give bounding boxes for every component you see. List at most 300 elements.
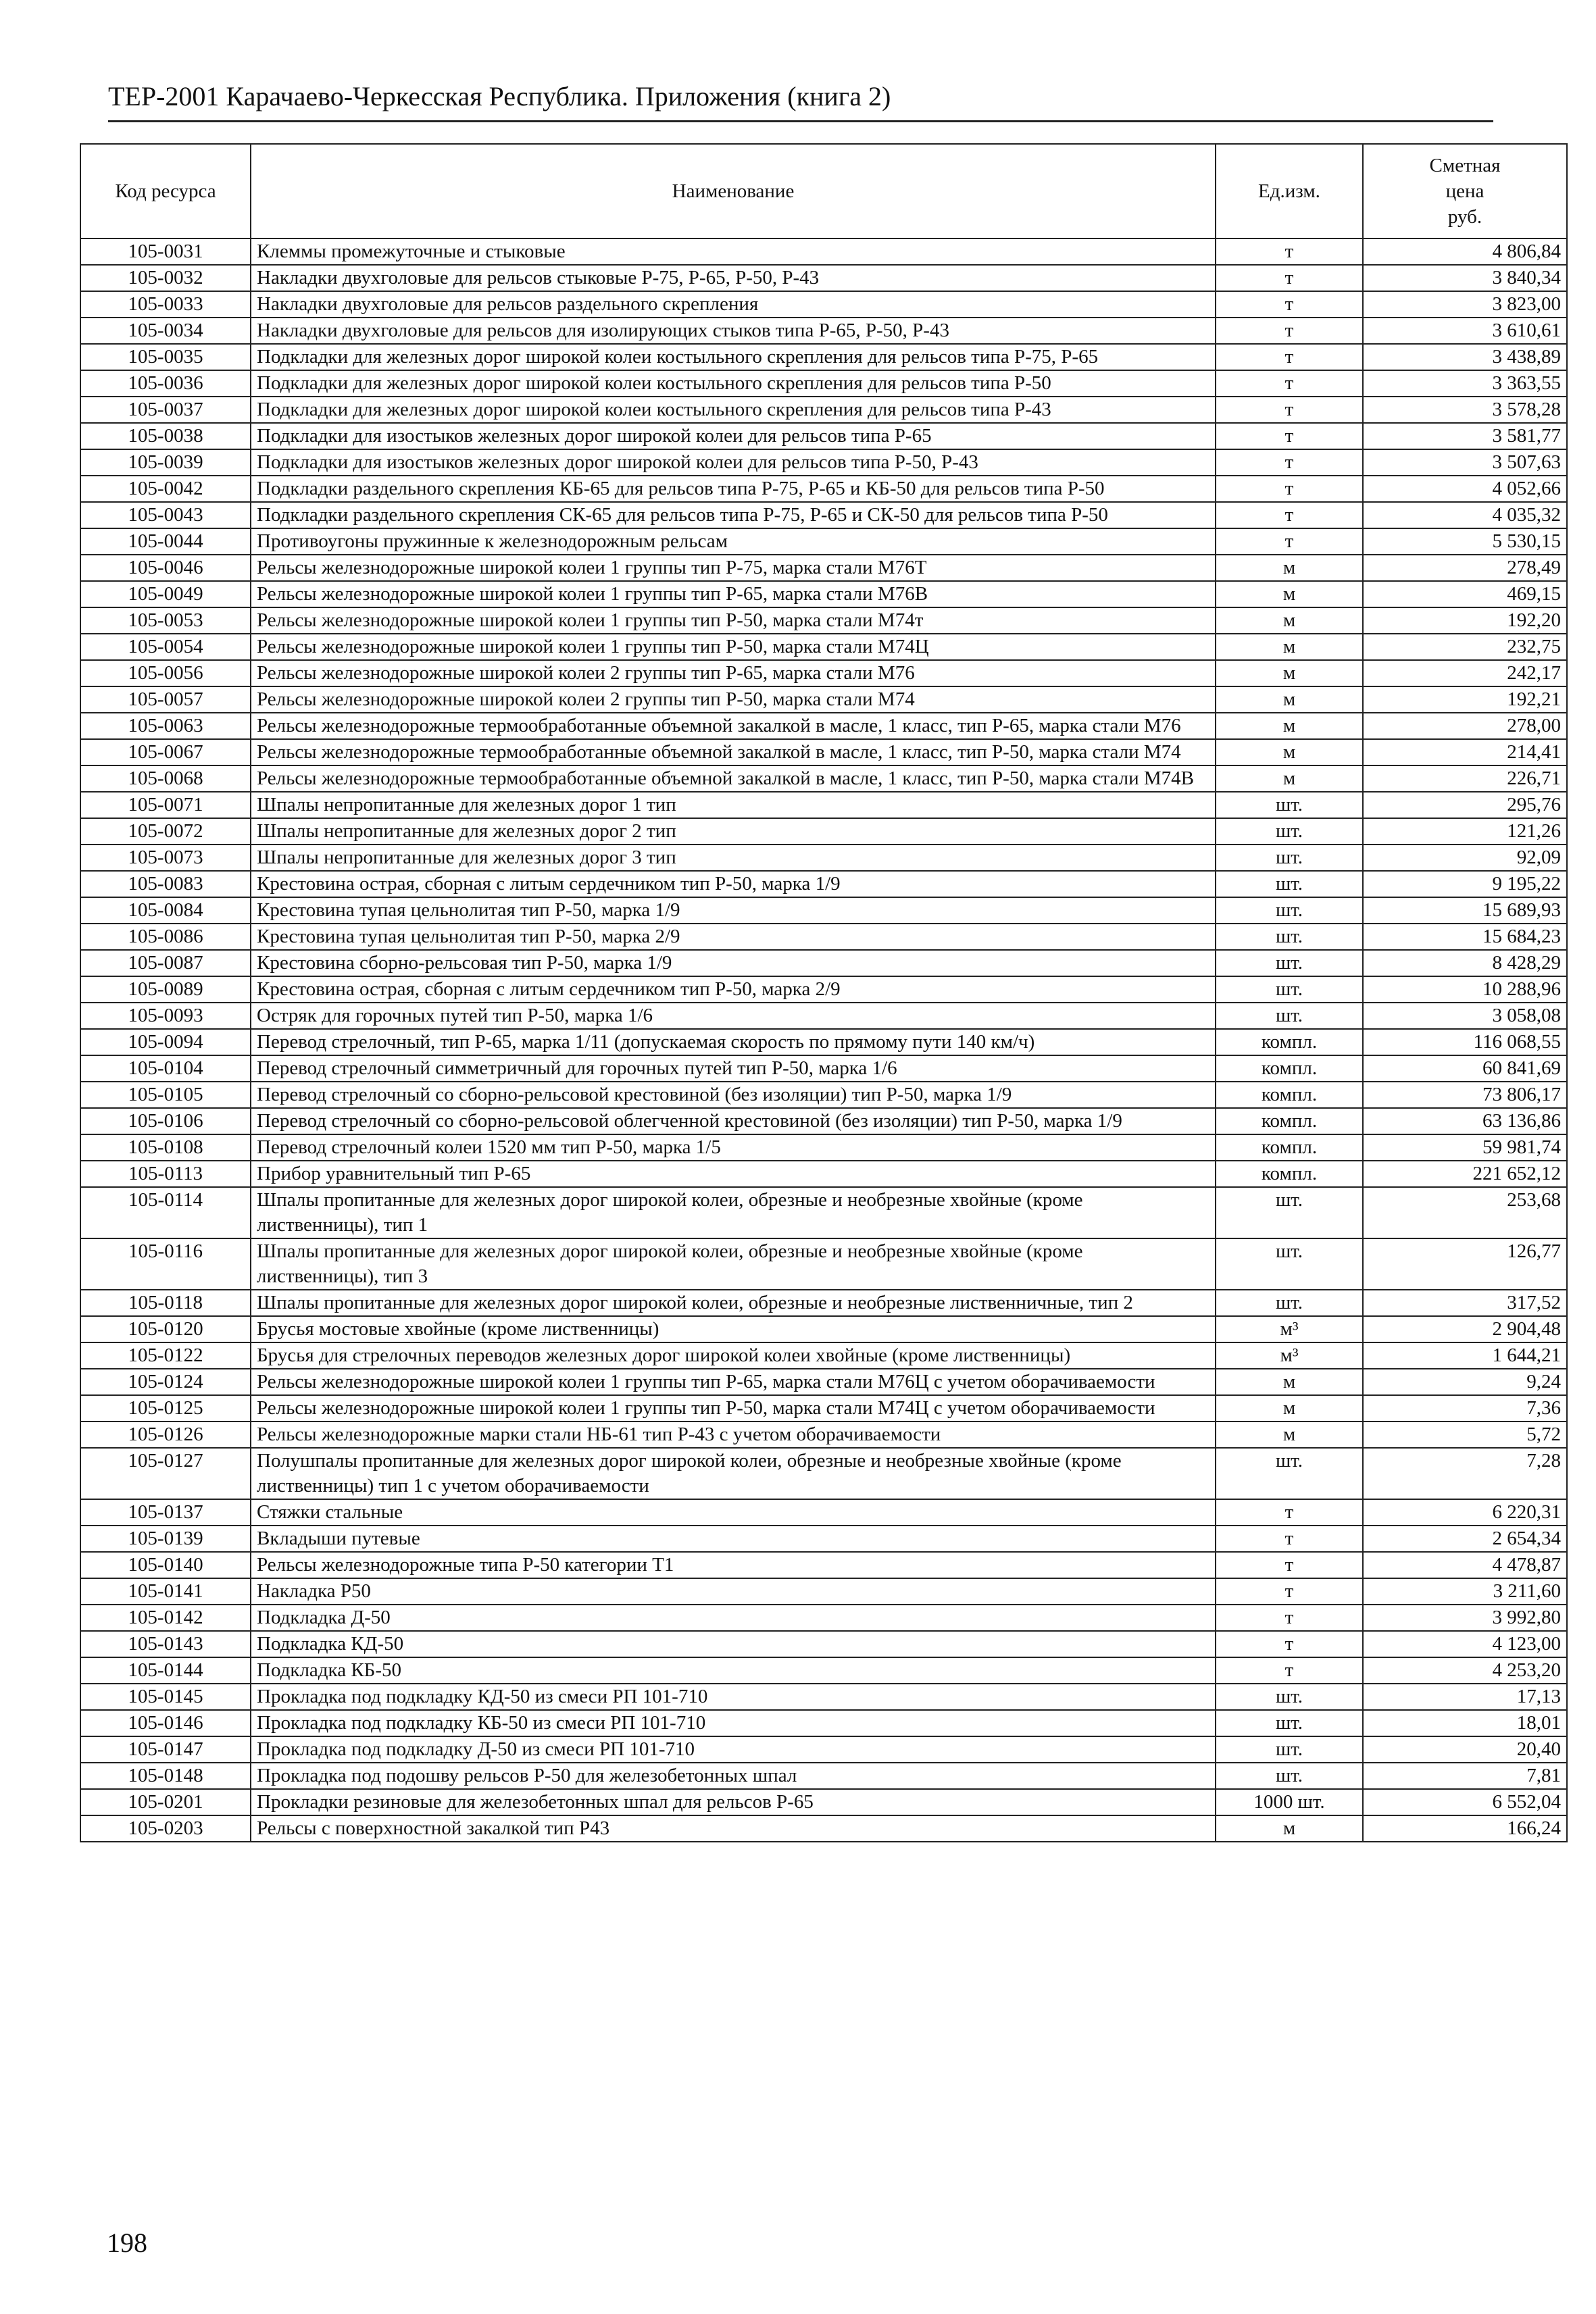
cell-unit: т <box>1216 1657 1363 1684</box>
cell-code: 105-0120 <box>80 1316 251 1342</box>
cell-code: 105-0031 <box>80 238 251 265</box>
cell-unit: компл. <box>1216 1134 1363 1161</box>
cell-code: 105-0083 <box>80 871 251 897</box>
cell-code: 105-0137 <box>80 1499 251 1526</box>
cell-price: 15 684,23 <box>1363 924 1567 950</box>
cell-name: Накладки двухголовые для рельсов для изолирующих стыков типа Р-65, Р-50, Р-43 <box>251 318 1216 344</box>
table-row <box>80 581 1567 607</box>
cell-price: 3 581,77 <box>1363 423 1567 449</box>
column-header-price <box>1363 144 1567 238</box>
cell-code: 105-0122 <box>80 1342 251 1369</box>
cell-name: Стяжки стальные <box>251 1499 1216 1526</box>
cell-price: 3 992,80 <box>1363 1605 1567 1631</box>
cell-price: 6 552,04 <box>1363 1789 1567 1815</box>
cell-unit: т <box>1216 1499 1363 1526</box>
table-row <box>80 1134 1567 1161</box>
cell-code: 105-0073 <box>80 845 251 871</box>
cell-price: 4 806,84 <box>1363 238 1567 265</box>
cell-unit: м <box>1216 581 1363 607</box>
cell-unit: т <box>1216 318 1363 344</box>
table-row <box>80 265 1567 291</box>
cell-code: 105-0056 <box>80 660 251 686</box>
cell-price: 6 220,31 <box>1363 1499 1567 1526</box>
table-row <box>80 1789 1567 1815</box>
cell-code: 105-0108 <box>80 1134 251 1161</box>
cell-name: Клеммы промежуточные и стыковые <box>251 238 1216 265</box>
table-row <box>80 423 1567 449</box>
cell-code: 105-0087 <box>80 950 251 976</box>
cell-code: 105-0057 <box>80 686 251 713</box>
cell-name: Прокладка под подкладку Д-50 из смеси РП 101-710 <box>251 1736 1216 1763</box>
cell-name: Рельсы железнодорожные широкой колеи 1 группы тип Р-65, марка стали М76Ц с учетом оборачиваемости <box>251 1369 1216 1395</box>
cell-code: 105-0116 <box>80 1238 251 1290</box>
cell-price: 317,52 <box>1363 1290 1567 1316</box>
cell-code: 105-0046 <box>80 555 251 581</box>
cell-code: 105-0203 <box>80 1815 251 1842</box>
cell-price: 7,28 <box>1363 1448 1567 1499</box>
cell-code: 105-0201 <box>80 1789 251 1815</box>
cell-code: 105-0093 <box>80 1003 251 1029</box>
table-body <box>80 238 1567 1842</box>
table-row <box>80 950 1567 976</box>
cell-price: 20,40 <box>1363 1736 1567 1763</box>
cell-name: Прибор уравнительный тип Р-65 <box>251 1161 1216 1187</box>
table-row <box>80 845 1567 871</box>
cell-name: Перевод стрелочный колеи 1520 мм тип Р-50, марка 1/5 <box>251 1134 1216 1161</box>
cell-unit: м <box>1216 686 1363 713</box>
cell-code: 105-0054 <box>80 634 251 660</box>
column-header-price-line3: руб. <box>1447 206 1482 228</box>
table-row <box>80 1422 1567 1448</box>
cell-code: 105-0118 <box>80 1290 251 1316</box>
cell-price: 3 211,60 <box>1363 1578 1567 1605</box>
resource-price-table <box>80 143 1568 1842</box>
cell-price: 2 904,48 <box>1363 1316 1567 1342</box>
cell-code: 105-0126 <box>80 1422 251 1448</box>
cell-name: Подкладка КД-50 <box>251 1631 1216 1657</box>
cell-name: Рельсы железнодорожные широкой колеи 2 группы тип Р-65, марка стали М76 <box>251 660 1216 686</box>
cell-unit: т <box>1216 1526 1363 1552</box>
cell-name: Вкладыши путевые <box>251 1526 1216 1552</box>
cell-code: 105-0148 <box>80 1763 251 1789</box>
cell-unit: шт. <box>1216 897 1363 924</box>
cell-unit: т <box>1216 476 1363 502</box>
cell-code: 105-0104 <box>80 1055 251 1082</box>
cell-code: 105-0042 <box>80 476 251 502</box>
table-row <box>80 528 1567 555</box>
cell-price: 226,71 <box>1363 765 1567 792</box>
cell-unit: м <box>1216 634 1363 660</box>
cell-price: 4 123,00 <box>1363 1631 1567 1657</box>
cell-price: 253,68 <box>1363 1187 1567 1238</box>
cell-unit: м <box>1216 739 1363 765</box>
cell-price: 5 530,15 <box>1363 528 1567 555</box>
table-row <box>80 607 1567 634</box>
cell-name: Противоугоны пружинные к железнодорожным рельсам <box>251 528 1216 555</box>
cell-unit: шт. <box>1216 1763 1363 1789</box>
cell-unit: шт. <box>1216 792 1363 818</box>
cell-price: 221 652,12 <box>1363 1161 1567 1187</box>
cell-name: Перевод стрелочный, тип Р-65, марка 1/11 (допускаемая скорость по прямому пути 140 км/ч) <box>251 1029 1216 1055</box>
cell-code: 105-0067 <box>80 739 251 765</box>
table-row <box>80 502 1567 528</box>
table-row <box>80 1187 1567 1238</box>
cell-code: 105-0053 <box>80 607 251 634</box>
cell-name: Крестовина острая, сборная с литым сердечником тип Р-50, марка 2/9 <box>251 976 1216 1003</box>
cell-name: Подкладки для железных дорог широкой колеи костыльного скрепления для рельсов типа Р-43 <box>251 397 1216 423</box>
table-row <box>80 792 1567 818</box>
cell-name: Рельсы железнодорожные широкой колеи 1 группы тип Р-50, марка стали М74Ц с учетом оборачиваемости <box>251 1395 1216 1422</box>
table-row <box>80 291 1567 318</box>
table-row <box>80 555 1567 581</box>
cell-price: 8 428,29 <box>1363 950 1567 976</box>
cell-name: Накладка Р50 <box>251 1578 1216 1605</box>
cell-price: 166,24 <box>1363 1815 1567 1842</box>
cell-name: Рельсы железнодорожные широкой колеи 1 группы тип Р-65, марка стали М76В <box>251 581 1216 607</box>
table-row <box>80 1055 1567 1082</box>
cell-unit: шт. <box>1216 976 1363 1003</box>
cell-unit: компл. <box>1216 1161 1363 1187</box>
cell-price: 3 610,61 <box>1363 318 1567 344</box>
cell-price: 3 578,28 <box>1363 397 1567 423</box>
cell-name: Шпалы непропитанные для железных дорог 2 тип <box>251 818 1216 845</box>
cell-unit: т <box>1216 238 1363 265</box>
cell-unit: шт. <box>1216 1290 1363 1316</box>
cell-unit: шт. <box>1216 871 1363 897</box>
cell-unit: компл. <box>1216 1082 1363 1108</box>
cell-price: 192,21 <box>1363 686 1567 713</box>
cell-unit: м <box>1216 1395 1363 1422</box>
cell-price: 278,49 <box>1363 555 1567 581</box>
cell-price: 4 052,66 <box>1363 476 1567 502</box>
cell-name: Рельсы железнодорожные широкой колеи 2 группы тип Р-50, марка стали М74 <box>251 686 1216 713</box>
cell-price: 92,09 <box>1363 845 1567 871</box>
cell-unit: т <box>1216 344 1363 370</box>
cell-code: 105-0089 <box>80 976 251 1003</box>
cell-code: 105-0114 <box>80 1187 251 1238</box>
table-row <box>80 1763 1567 1789</box>
cell-name: Накладки двухголовые для рельсов раздельного скрепления <box>251 291 1216 318</box>
cell-name: Подкладки для железных дорог широкой колеи костыльного скрепления для рельсов типа Р-50 <box>251 370 1216 397</box>
cell-code: 105-0068 <box>80 765 251 792</box>
table-row <box>80 1161 1567 1187</box>
cell-code: 105-0037 <box>80 397 251 423</box>
cell-unit: м <box>1216 1369 1363 1395</box>
cell-price: 9,24 <box>1363 1369 1567 1395</box>
cell-name: Крестовина тупая цельнолитая тип Р-50, марка 2/9 <box>251 924 1216 950</box>
table-row <box>80 686 1567 713</box>
cell-unit: шт. <box>1216 1448 1363 1499</box>
table-row <box>80 739 1567 765</box>
cell-code: 105-0034 <box>80 318 251 344</box>
cell-unit: т <box>1216 1578 1363 1605</box>
cell-price: 17,13 <box>1363 1684 1567 1710</box>
cell-name: Остряк для горочных путей тип Р-50, марка 1/6 <box>251 1003 1216 1029</box>
cell-name: Брусья мостовые хвойные (кроме лиственницы) <box>251 1316 1216 1342</box>
cell-code: 105-0124 <box>80 1369 251 1395</box>
cell-price: 73 806,17 <box>1363 1082 1567 1108</box>
cell-name: Рельсы железнодорожные термообработанные объемной закалкой в масле, 1 класс, тип Р-50, марка стали М74В <box>251 765 1216 792</box>
table-row <box>80 1710 1567 1736</box>
cell-price: 3 823,00 <box>1363 291 1567 318</box>
cell-name: Рельсы железнодорожные широкой колеи 1 группы тип Р-50, марка стали М74Ц <box>251 634 1216 660</box>
cell-name: Шпалы пропитанные для железных дорог широкой колеи, обрезные и необрезные хвойные (кроме лиственницы), тип 1 <box>251 1187 1216 1238</box>
cell-code: 105-0039 <box>80 449 251 476</box>
table-row <box>80 765 1567 792</box>
cell-code: 105-0147 <box>80 1736 251 1763</box>
cell-price: 469,15 <box>1363 581 1567 607</box>
cell-price: 232,75 <box>1363 634 1567 660</box>
cell-unit: 1000 шт. <box>1216 1789 1363 1815</box>
table-row <box>80 238 1567 265</box>
column-header-price-line2: цена <box>1445 180 1485 202</box>
page-header-title: ТЕР-2001 Карачаево-Черкесская Республика. Приложения (книга 2) <box>108 81 891 111</box>
cell-price: 18,01 <box>1363 1710 1567 1736</box>
cell-name: Прокладки резиновые для железобетонных шпал для рельсов Р-65 <box>251 1789 1216 1815</box>
table-row <box>80 1395 1567 1422</box>
cell-name: Подкладки раздельного скрепления СК-65 для рельсов типа Р-75, Р-65 и СК-50 для рельсов типа Р-50 <box>251 502 1216 528</box>
cell-unit: м <box>1216 765 1363 792</box>
cell-code: 105-0141 <box>80 1578 251 1605</box>
cell-unit: т <box>1216 291 1363 318</box>
cell-unit: м <box>1216 660 1363 686</box>
table-row <box>80 1369 1567 1395</box>
cell-code: 105-0033 <box>80 291 251 318</box>
cell-unit: т <box>1216 423 1363 449</box>
cell-name: Брусья для стрелочных переводов железных дорог широкой колеи хвойные (кроме лиственницы) <box>251 1342 1216 1369</box>
table-row <box>80 1238 1567 1290</box>
cell-code: 105-0140 <box>80 1552 251 1578</box>
cell-unit: т <box>1216 1631 1363 1657</box>
cell-unit: т <box>1216 397 1363 423</box>
cell-name: Прокладка под подошву рельсов Р-50 для железобетонных шпал <box>251 1763 1216 1789</box>
table-header-row <box>80 144 1567 238</box>
cell-code: 105-0143 <box>80 1631 251 1657</box>
table-row <box>80 1605 1567 1631</box>
cell-price: 192,20 <box>1363 607 1567 634</box>
cell-unit: т <box>1216 265 1363 291</box>
cell-unit: т <box>1216 449 1363 476</box>
column-header-price-line1: Сметная <box>1429 155 1501 176</box>
cell-price: 3 363,55 <box>1363 370 1567 397</box>
table-row <box>80 344 1567 370</box>
cell-name: Перевод стрелочный симметричный для горочных путей тип Р-50, марка 1/6 <box>251 1055 1216 1082</box>
cell-name: Рельсы железнодорожные марки стали НБ-61 тип Р-43 с учетом оборачиваемости <box>251 1422 1216 1448</box>
cell-unit: м <box>1216 607 1363 634</box>
cell-name: Рельсы железнодорожные широкой колеи 1 группы тип Р-50, марка стали М74т <box>251 607 1216 634</box>
cell-price: 9 195,22 <box>1363 871 1567 897</box>
cell-name: Подкладка КБ-50 <box>251 1657 1216 1684</box>
table-row <box>80 713 1567 739</box>
table-row <box>80 1552 1567 1578</box>
cell-unit: шт. <box>1216 1187 1363 1238</box>
cell-price: 116 068,55 <box>1363 1029 1567 1055</box>
table-row <box>80 634 1567 660</box>
table-row <box>80 449 1567 476</box>
cell-name: Рельсы с поверхностной закалкой тип Р43 <box>251 1815 1216 1842</box>
cell-name: Рельсы железнодорожные термообработанные объемной закалкой в масле, 1 класс, тип Р-65, марка стали М76 <box>251 713 1216 739</box>
table-row <box>80 318 1567 344</box>
column-header-name: Наименование <box>251 144 1216 238</box>
table-row <box>80 1342 1567 1369</box>
cell-price: 126,77 <box>1363 1238 1567 1290</box>
cell-unit: м³ <box>1216 1342 1363 1369</box>
cell-unit: шт. <box>1216 1238 1363 1290</box>
cell-name: Шпалы пропитанные для железных дорог широкой колеи, обрезные и необрезные лиственничные, тип 2 <box>251 1290 1216 1316</box>
cell-name: Полушпалы пропитанные для железных дорог широкой колеи, обрезные и необрезные хвойные (кроме лиственницы) тип 1 с учетом оборачиваемости <box>251 1448 1216 1499</box>
cell-code: 105-0084 <box>80 897 251 924</box>
cell-name: Рельсы железнодорожные типа Р-50 категории Т1 <box>251 1552 1216 1578</box>
table-row <box>80 1108 1567 1134</box>
cell-code: 105-0043 <box>80 502 251 528</box>
cell-unit: шт. <box>1216 818 1363 845</box>
cell-unit: шт. <box>1216 1736 1363 1763</box>
cell-code: 105-0142 <box>80 1605 251 1631</box>
cell-code: 105-0086 <box>80 924 251 950</box>
header-divider <box>108 120 1493 122</box>
cell-code: 105-0038 <box>80 423 251 449</box>
cell-unit: шт. <box>1216 1684 1363 1710</box>
cell-price: 60 841,69 <box>1363 1055 1567 1082</box>
cell-price: 4 478,87 <box>1363 1552 1567 1578</box>
cell-code: 105-0063 <box>80 713 251 739</box>
cell-name: Шпалы пропитанные для железных дорог широкой колеи, обрезные и необрезные хвойные (кроме лиственницы), тип 3 <box>251 1238 1216 1290</box>
cell-code: 105-0032 <box>80 265 251 291</box>
cell-code: 105-0072 <box>80 818 251 845</box>
cell-unit: шт. <box>1216 1710 1363 1736</box>
cell-name: Прокладка под подкладку КБ-50 из смеси РП 101-710 <box>251 1710 1216 1736</box>
cell-name: Накладки двухголовые для рельсов стыковые Р-75, Р-65, Р-50, Р-43 <box>251 265 1216 291</box>
column-header-code: Код ресурса <box>80 144 251 238</box>
cell-unit: м³ <box>1216 1316 1363 1342</box>
cell-unit: компл. <box>1216 1055 1363 1082</box>
cell-unit: шт. <box>1216 950 1363 976</box>
cell-price: 3 438,89 <box>1363 344 1567 370</box>
table-row <box>80 476 1567 502</box>
cell-price: 10 288,96 <box>1363 976 1567 1003</box>
table-row <box>80 1684 1567 1710</box>
table-row <box>80 818 1567 845</box>
cell-name: Шпалы непропитанные для железных дорог 3 тип <box>251 845 1216 871</box>
table-row <box>80 1815 1567 1842</box>
table-row <box>80 871 1567 897</box>
cell-price: 214,41 <box>1363 739 1567 765</box>
cell-price: 59 981,74 <box>1363 1134 1567 1161</box>
cell-unit: м <box>1216 1422 1363 1448</box>
table-row <box>80 924 1567 950</box>
cell-unit: компл. <box>1216 1108 1363 1134</box>
cell-unit: т <box>1216 528 1363 555</box>
cell-name: Рельсы железнодорожные термообработанные объемной закалкой в масле, 1 класс, тип Р-50, марка стали М74 <box>251 739 1216 765</box>
cell-price: 15 689,93 <box>1363 897 1567 924</box>
cell-code: 105-0071 <box>80 792 251 818</box>
column-header-unit: Ед.изм. <box>1216 144 1363 238</box>
cell-code: 105-0146 <box>80 1710 251 1736</box>
cell-price: 3 507,63 <box>1363 449 1567 476</box>
table-row <box>80 1526 1567 1552</box>
cell-unit: т <box>1216 370 1363 397</box>
cell-code: 105-0094 <box>80 1029 251 1055</box>
cell-unit: компл. <box>1216 1029 1363 1055</box>
cell-code: 105-0127 <box>80 1448 251 1499</box>
table-row <box>80 1631 1567 1657</box>
cell-unit: шт. <box>1216 845 1363 871</box>
table-row <box>80 976 1567 1003</box>
cell-code: 105-0106 <box>80 1108 251 1134</box>
cell-code: 105-0105 <box>80 1082 251 1108</box>
table-row <box>80 660 1567 686</box>
cell-price: 295,76 <box>1363 792 1567 818</box>
cell-price: 121,26 <box>1363 818 1567 845</box>
cell-code: 105-0145 <box>80 1684 251 1710</box>
cell-name: Подкладка Д-50 <box>251 1605 1216 1631</box>
table-row <box>80 1316 1567 1342</box>
cell-unit: шт. <box>1216 924 1363 950</box>
table-row <box>80 897 1567 924</box>
page-number: 198 <box>107 2228 147 2258</box>
cell-name: Перевод стрелочный со сборно-рельсовой крестовиной (без изоляции) тип Р-50, марка 1/9 <box>251 1082 1216 1108</box>
cell-name: Крестовина тупая цельнолитая тип Р-50, марка 1/9 <box>251 897 1216 924</box>
cell-name: Крестовина острая, сборная с литым сердечником тип Р-50, марка 1/9 <box>251 871 1216 897</box>
cell-code: 105-0049 <box>80 581 251 607</box>
cell-unit: м <box>1216 713 1363 739</box>
cell-price: 5,72 <box>1363 1422 1567 1448</box>
table-row <box>80 1499 1567 1526</box>
table-row <box>80 397 1567 423</box>
cell-unit: м <box>1216 555 1363 581</box>
cell-unit: т <box>1216 1605 1363 1631</box>
cell-name: Подкладки раздельного скрепления КБ-65 для рельсов типа Р-75, Р-65 и КБ-50 для рельсов типа Р-50 <box>251 476 1216 502</box>
cell-code: 105-0125 <box>80 1395 251 1422</box>
table-row <box>80 1448 1567 1499</box>
cell-unit: м <box>1216 1815 1363 1842</box>
cell-price: 2 654,34 <box>1363 1526 1567 1552</box>
table-row <box>80 1736 1567 1763</box>
cell-price: 1 644,21 <box>1363 1342 1567 1369</box>
cell-name: Прокладка под подкладку КД-50 из смеси РП 101-710 <box>251 1684 1216 1710</box>
cell-price: 242,17 <box>1363 660 1567 686</box>
cell-price: 7,81 <box>1363 1763 1567 1789</box>
cell-code: 105-0144 <box>80 1657 251 1684</box>
cell-name: Подкладки для железных дорог широкой колеи костыльного скрепления для рельсов типа Р-75, Р-65 <box>251 344 1216 370</box>
cell-name: Шпалы непропитанные для железных дорог 1 тип <box>251 792 1216 818</box>
cell-code: 105-0036 <box>80 370 251 397</box>
cell-name: Рельсы железнодорожные широкой колеи 1 группы тип Р-75, марка стали М76Т <box>251 555 1216 581</box>
cell-name: Подкладки для изостыков железных дорог широкой колеи для рельсов типа Р-50, Р-43 <box>251 449 1216 476</box>
cell-price: 63 136,86 <box>1363 1108 1567 1134</box>
cell-price: 3 058,08 <box>1363 1003 1567 1029</box>
table-row <box>80 1029 1567 1055</box>
table-row <box>80 1578 1567 1605</box>
cell-price: 7,36 <box>1363 1395 1567 1422</box>
cell-unit: т <box>1216 502 1363 528</box>
cell-unit: шт. <box>1216 1003 1363 1029</box>
cell-price: 278,00 <box>1363 713 1567 739</box>
cell-name: Перевод стрелочный со сборно-рельсовой облегченной крестовиной (без изоляции) тип Р-50, марка 1/9 <box>251 1108 1216 1134</box>
table-row <box>80 1003 1567 1029</box>
cell-price: 4 035,32 <box>1363 502 1567 528</box>
cell-code: 105-0044 <box>80 528 251 555</box>
cell-name: Подкладки для изостыков железных дорог широкой колеи для рельсов типа Р-65 <box>251 423 1216 449</box>
cell-code: 105-0139 <box>80 1526 251 1552</box>
cell-code: 105-0035 <box>80 344 251 370</box>
cell-unit: т <box>1216 1552 1363 1578</box>
cell-price: 3 840,34 <box>1363 265 1567 291</box>
table-row <box>80 1290 1567 1316</box>
table-row <box>80 1082 1567 1108</box>
table-row <box>80 370 1567 397</box>
cell-code: 105-0113 <box>80 1161 251 1187</box>
